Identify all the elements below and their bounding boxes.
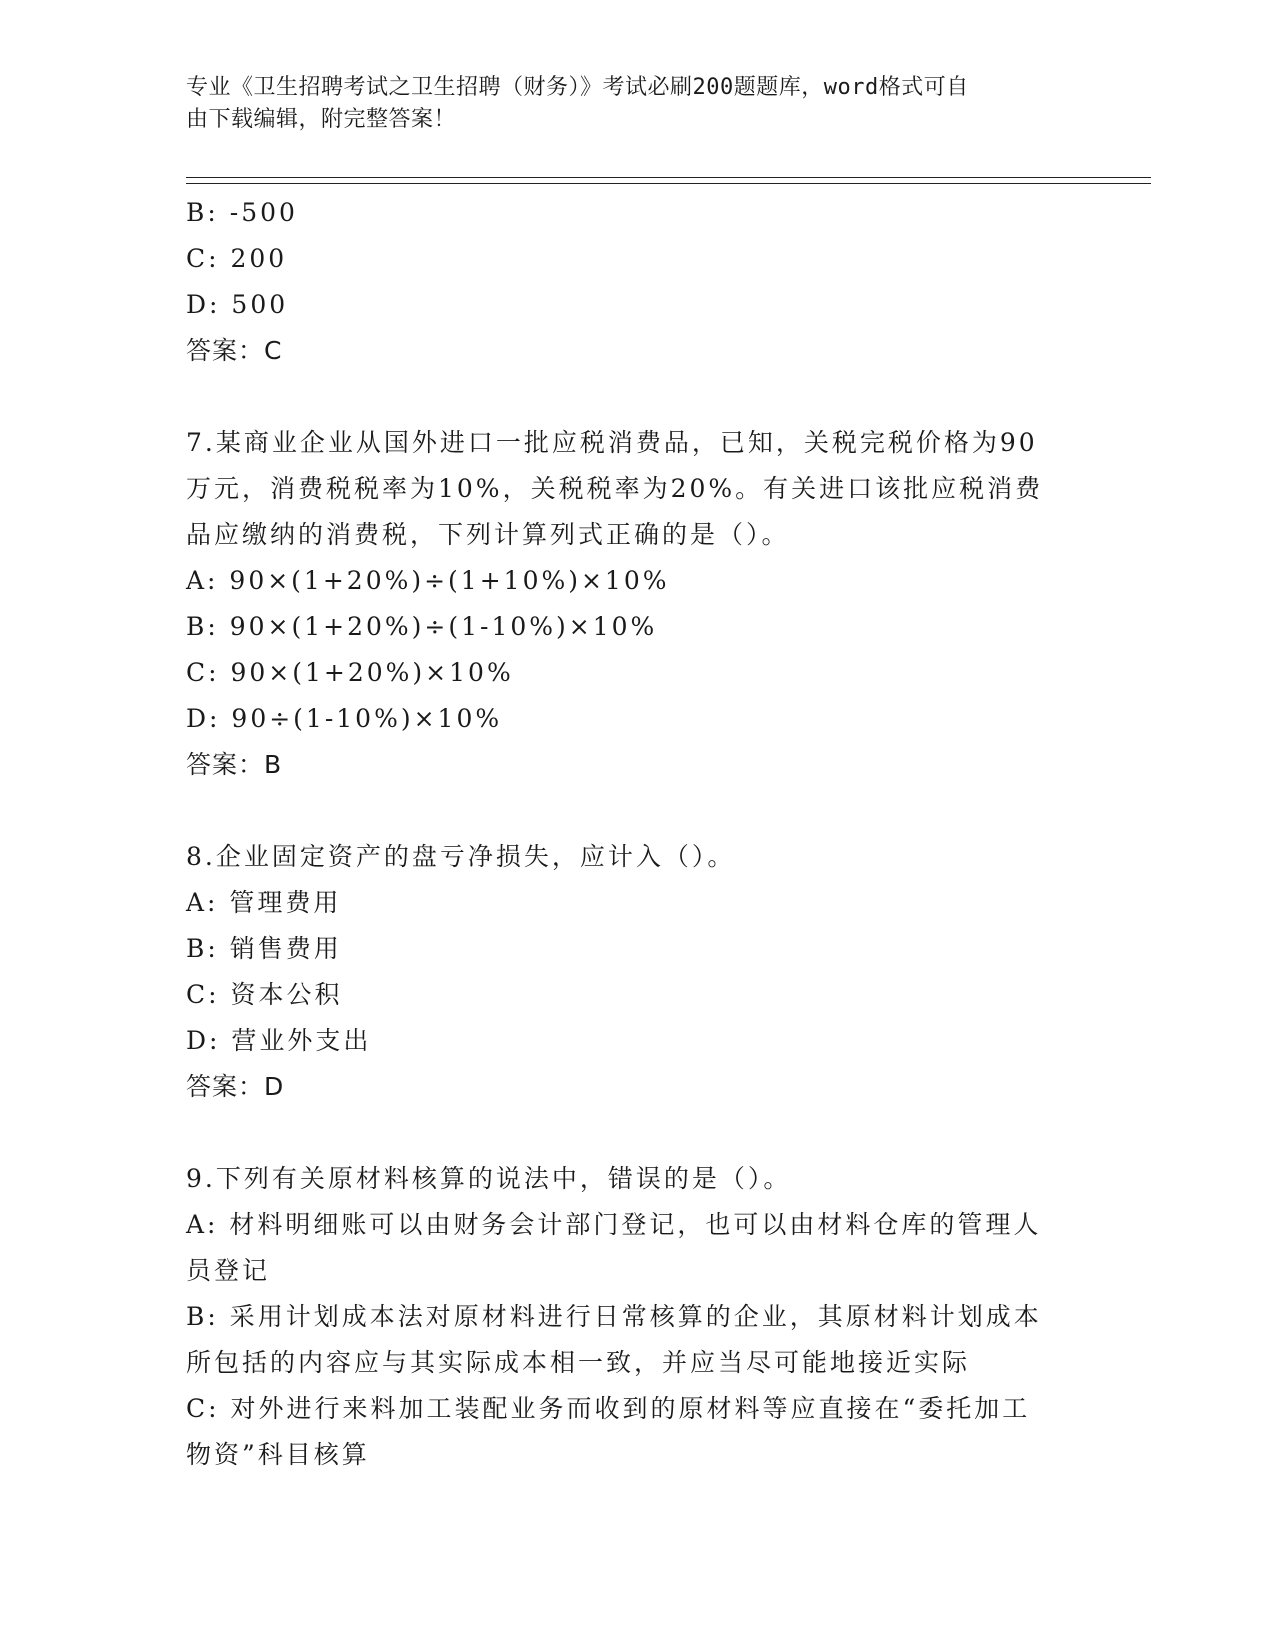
question-stem-line: 万元，消费税税率为10%，关税税率为20%。有关进口该批应税消费	[186, 474, 1044, 503]
question-9	[186, 1156, 1086, 1478]
header-divider-top	[186, 177, 1151, 178]
header-divider-bottom	[186, 183, 1151, 184]
header-line-2: 由下载编辑，附完整答案！	[186, 107, 457, 132]
question-8	[186, 834, 1086, 1110]
option-a: A: 90×(1+20%)÷(1+10%)×10%	[186, 566, 670, 595]
option-d: D: 90÷(1-10%)×10%	[186, 704, 503, 733]
option-c: C: 200	[186, 244, 288, 273]
question-stem-line: 9.下列有关原材料核算的说法中，错误的是（）。	[186, 1164, 792, 1193]
question-7	[186, 420, 1086, 788]
option-b: B: 90×(1+20%)÷(1-10%)×10%	[186, 612, 658, 641]
option-d: D: 500	[186, 290, 289, 319]
option-c: C: 对外进行来料加工装配业务而收到的原材料等应直接在“委托加工	[186, 1394, 1031, 1423]
document-body	[186, 190, 1086, 1478]
option-b-continued: 所包括的内容应与其实际成本相一致，并应当尽可能地接近实际	[186, 1348, 971, 1377]
option-c: C: 资本公积	[186, 980, 343, 1009]
question-stem-line: 7.某商业企业从国外进口一批应税消费品，已知，关税完税价格为90	[186, 428, 1038, 457]
option-c-continued: 物资”科目核算	[186, 1440, 370, 1469]
spacer	[186, 1110, 1086, 1156]
answer: 答案：D	[186, 1072, 285, 1101]
option-c: C: 90×(1+20%)×10%	[186, 658, 514, 687]
answer: 答案：C	[186, 336, 283, 365]
question-stem-line: 品应缴纳的消费税，下列计算列式正确的是（）。	[186, 520, 790, 549]
option-a: A: 材料明细账可以由财务会计部门登记，也可以由材料仓库的管理人	[186, 1210, 1042, 1239]
option-b: B: 销售费用	[186, 934, 342, 963]
question-stem-line: 8.企业固定资产的盘亏净损失，应计入（）。	[186, 842, 736, 871]
option-d: D: 营业外支出	[186, 1026, 372, 1055]
header-line-1: 专业《卫生招聘考试之卫生招聘（财务）》考试必刷200题题库，word格式可自	[186, 75, 969, 100]
spacer	[186, 374, 1086, 420]
answer: 答案：B	[186, 750, 283, 779]
option-a-continued: 员登记	[186, 1256, 271, 1285]
spacer	[186, 788, 1086, 834]
question-6-tail	[186, 190, 1086, 374]
document-header	[186, 72, 1066, 136]
option-a: A: 管理费用	[186, 888, 342, 917]
option-b: B: 采用计划成本法对原材料进行日常核算的企业，其原材料计划成本	[186, 1302, 1042, 1331]
option-b: B: -500	[186, 198, 298, 227]
